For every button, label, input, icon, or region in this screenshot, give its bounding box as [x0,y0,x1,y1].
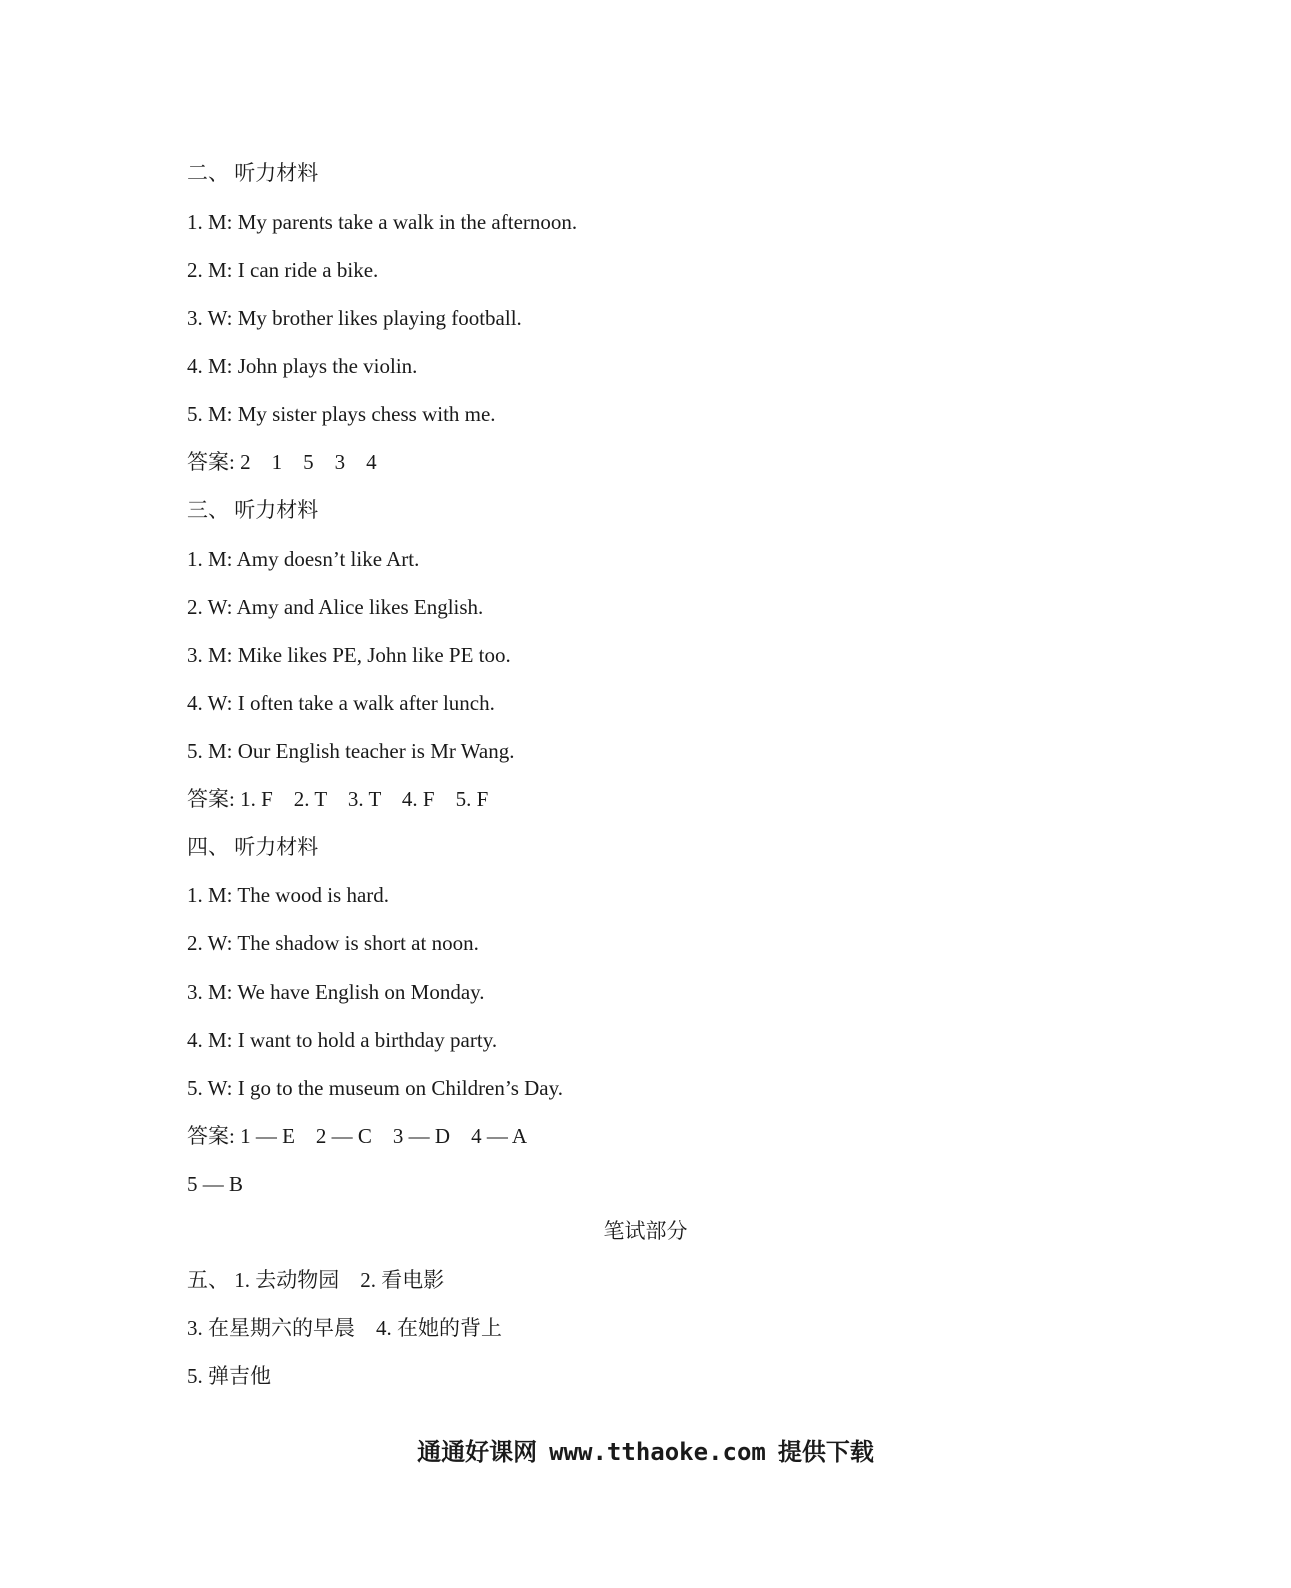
section-heading: 三、 听力材料 [187,498,319,522]
list-item: 4. M: John plays the violin. [187,354,418,378]
list-item: 1. M: Amy doesn’t like Art. [187,547,420,571]
list-item: 3. M: We have English on Monday. [187,980,485,1004]
footer-suffix: 提供下载 [777,1438,874,1466]
list-item: 5. W: I go to the museum on Children’s Day. [187,1076,564,1100]
answer-line: 答案: 2 1 5 3 4 [187,450,377,474]
answer-line: 五、 1. 去动物园 2. 看电影 [187,1268,445,1292]
list-item: 4. W: I often take a walk after lunch. [187,691,495,715]
answer-line: 5. 弹吉他 [187,1364,271,1388]
list-item: 3. W: My brother likes playing football. [187,306,522,330]
footer-brand: 通通好课网 [417,1438,538,1466]
list-item: 1. M: The wood is hard. [187,883,390,907]
answer-line: 答案: 1. F 2. T 3. T 4. F 5. F [187,787,489,811]
footer-url[interactable]: www.tthaoke.com [549,1438,766,1466]
footer-banner [0,1437,1291,1468]
list-item: 5. M: Our English teacher is Mr Wang. [187,739,515,763]
list-item: 3. M: Mike likes PE, John like PE too. [187,643,511,667]
written-section-title: 笔试部分 [603,1219,688,1243]
section-heading: 四、 听力材料 [187,835,319,859]
answer-line: 答案: 1 — E 2 — C 3 — D 4 — A [187,1124,528,1148]
answer-line: 3. 在星期六的早晨 4. 在她的背上 [187,1316,502,1340]
answer-line-continued: 5 — B [187,1172,244,1196]
list-item: 4. M: I want to hold a birthday party. [187,1028,498,1052]
list-item: 2. W: Amy and Alice likes English. [187,595,484,619]
list-item: 2. W: The shadow is short at noon. [187,931,479,955]
list-item: 2. M: I can ride a bike. [187,258,379,282]
section-heading: 二、 听力材料 [187,161,319,185]
list-item: 1. M: My parents take a walk in the afternoon. [187,210,578,234]
list-item: 5. M: My sister plays chess with me. [187,402,496,426]
